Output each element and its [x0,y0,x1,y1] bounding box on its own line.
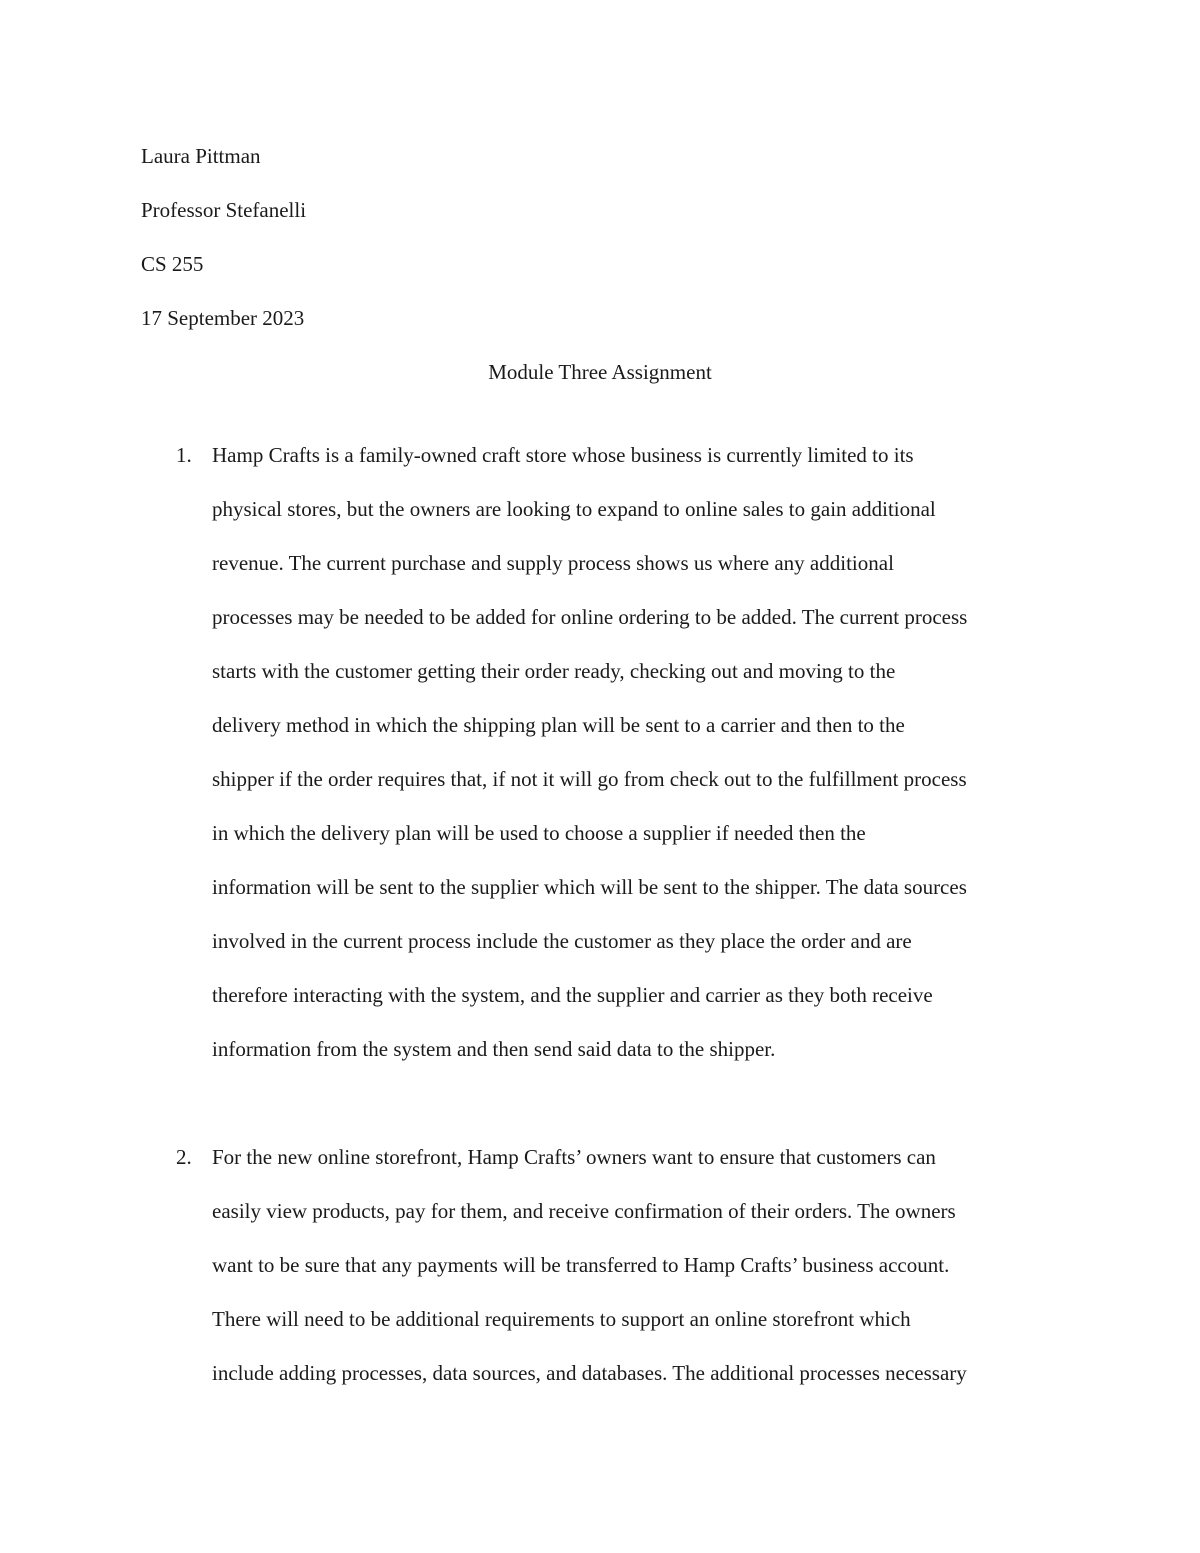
paragraph-line: shipper if the order requires that, if not it will go from check out to the fulfillment process [212,767,967,791]
paragraph-line: Hamp Crafts is a family-owned craft store whose business is currently limited to its [212,443,914,467]
course-code: CS 255 [141,252,204,276]
paragraph-line: revenue. The current purchase and supply process shows us where any additional [212,551,894,575]
paragraph-line: want to be sure that any payments will be transferred to Hamp Crafts’ business account. [212,1253,950,1277]
professor-name: Professor Stefanelli [141,198,307,222]
paragraph-line: For the new online storefront, Hamp Crafts’ owners want to ensure that customers can [212,1145,936,1169]
paragraph-line: information from the system and then send said data to the shipper. [212,1037,776,1061]
paragraph-line: delivery method in which the shipping plan will be sent to a carrier and then to the [212,713,905,737]
author-name: Laura Pittman [141,144,261,168]
paragraph-line: information will be sent to the supplier which will be sent to the shipper. The data sources [212,875,967,899]
paragraph-line: physical stores, but the owners are looking to expand to online sales to gain additional [212,497,936,521]
list-item-number: 2. [176,1145,192,1169]
paragraph-line: therefore interacting with the system, and the supplier and carrier as they both receive [212,983,933,1007]
paragraph-line: starts with the customer getting their order ready, checking out and moving to the [212,659,896,683]
paragraph-line: There will need to be additional requirements to support an online storefront which [212,1307,911,1331]
document-date: 17 September 2023 [141,306,305,330]
list-item-number: 1. [176,443,192,467]
document-title: Module Three Assignment [488,360,712,384]
paragraph-line: in which the delivery plan will be used to choose a supplier if needed then the [212,821,866,845]
paragraph-line: easily view products, pay for them, and receive confirmation of their orders. The owners [212,1199,956,1223]
paragraph-line: involved in the current process include the customer as they place the order and are [212,929,912,953]
paragraph-line: include adding processes, data sources, and databases. The additional processes necessary [212,1361,967,1385]
paragraph-line: processes may be needed to be added for online ordering to be added. The current process [212,605,968,629]
